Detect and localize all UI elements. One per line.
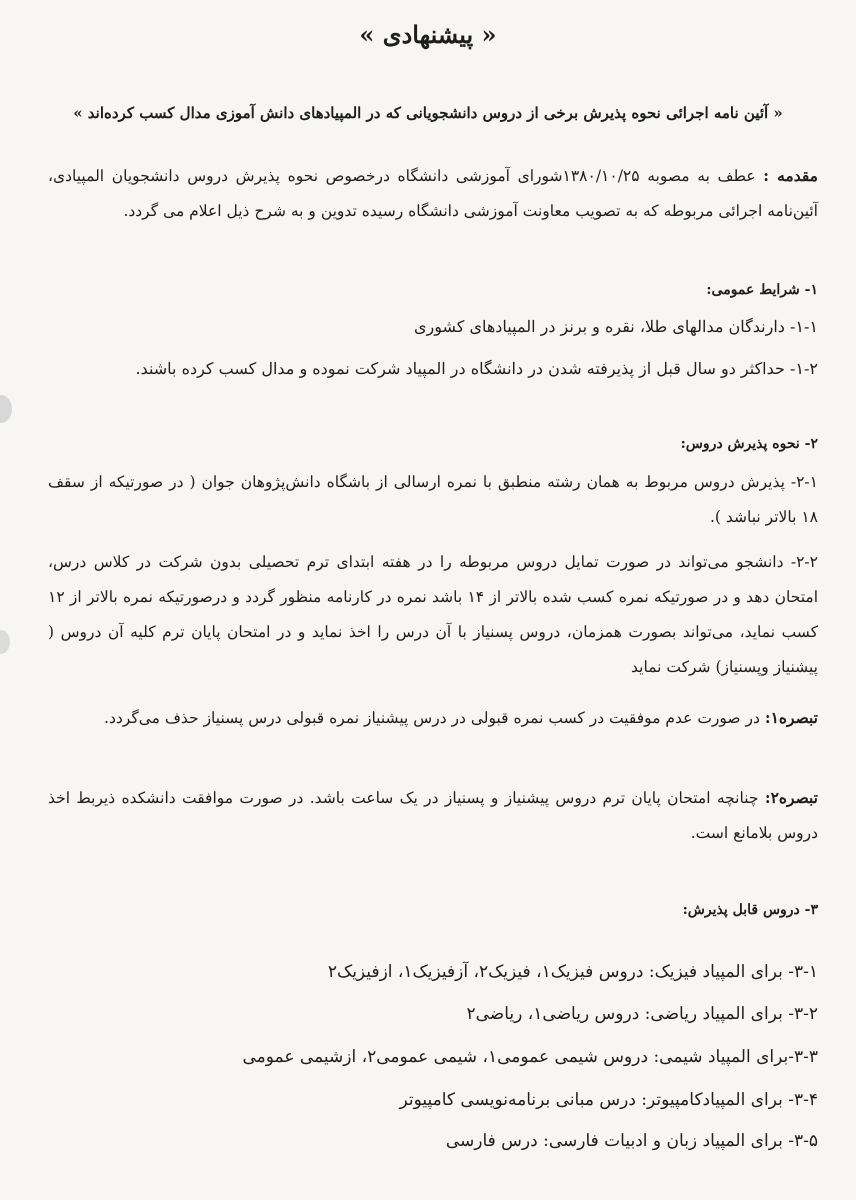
section3-item: ۳-۱- برای المپیاد فیزیک: دروس فیزیک۱، فیزیک۲، آزفیزیک۱، ازفیزیک۲ bbox=[327, 962, 818, 982]
section2-heading: ۲- نحوه پذیرش دروس: bbox=[680, 436, 818, 452]
section3-item: ۳-۲- برای المپیاد ریاضی: دروس ریاضی۱، ریاضی۲ bbox=[466, 1004, 818, 1024]
section3-item: ۳-۳-برای المپیاد شیمی: دروس شیمی عمومی۱، شیمی عمومی۲، ازشیمی عمومی bbox=[242, 1047, 818, 1067]
section1-item: ۱-۲- حداکثر دو سال قبل از پذیرفته شدن در دانشگاه در المپیاد شرکت نموده و مدال کسب کرده باشند. bbox=[135, 359, 818, 378]
note1-text: در صورت عدم موفقیت در کسب نمره قبولی در درس پیشنیاز نمره قبولی درس پسنیاز حذف می‌گردد. bbox=[104, 709, 760, 727]
scan-smudge bbox=[0, 395, 12, 423]
section2-paragraph-2: ۲-۲- دانشجو می‌تواند در صورت تمایل دروس مربوطه را در هفته ابتدای ترم تحصیلی بدون شرکت در کلاس درس، امتحان دهد و در صورتیکه نمره کسب شده بالاتر از ۱۴ باشد نمره در کارنامه منظور گردد و درصورتیکه نمره بالاتر از ۱۲ کسب نماید، می‌تواند بصورت همزمان، دروس پسنیاز با آن درس را اخذ نماید و در امتحان پایان ترم کلیه آن دروس ( پیشنیاز وپسنیاز) شرکت نماید bbox=[48, 553, 819, 676]
document-subtitle: « آئین نامه اجرائی نحوه پذیرش برخی از دروس دانشجویانی که در المپیادهای دانش آموزی مدال کسب کرده‌اند » bbox=[73, 104, 783, 122]
note1 bbox=[48, 700, 818, 736]
section3-heading: ۳- دروس قابل پذیرش: bbox=[682, 902, 818, 918]
intro-paragraph bbox=[48, 158, 818, 229]
section2-paragraph-1: ۲-۱- پذیرش دروس مربوط به همان رشته منطبق با نمره ارسالی از باشگاه دانش‌پژوهان جوان ( در صورتیکه از سقف ۱۸ بالاتر نباشد ). bbox=[48, 473, 818, 526]
note1-label: تبصره۱: bbox=[764, 708, 818, 727]
section1-item: ۱-۱- دارندگان مدالهای طلا، نقره و برنز در المپیادهای کشوری bbox=[413, 317, 818, 336]
scan-smudge bbox=[0, 630, 10, 654]
note2-label: تبصره۲: bbox=[764, 788, 818, 807]
intro-text: عطف به مصوبه ۱۳۸۰/۱۰/۲۵شورای آموزشی دانشگاه درخصوص نحوه پذیرش دروس دانشجویان المپیادی، آئین‌نامه اجرائی مربوطه که به تصویب معاونت آموزشی دانشگاه رسیده تدوین و به شرح ذیل اعلام می گردد. bbox=[48, 167, 818, 220]
document-title: « پیشنهادی » bbox=[359, 20, 497, 49]
section3-item: ۳-۵- برای المپیاد زبان و ادبیات فارسی: درس فارسی bbox=[445, 1131, 818, 1151]
section1-heading: ۱- شرایط عمومی: bbox=[706, 282, 818, 298]
note2-text: چنانچه امتحان پایان ترم دروس پیشنیاز و پسنیاز در یک ساعت باشد. در صورت موافقت دانشکده ذیربط اخذ دروس بلامانع است. bbox=[48, 789, 818, 842]
note2 bbox=[48, 780, 818, 851]
section3-item: ۳-۴- برای المپیادکامپیوتر: درس مبانی برنامه‌نویسی کامپیوتر bbox=[399, 1090, 818, 1110]
intro-label: مقدمه : bbox=[763, 166, 818, 185]
